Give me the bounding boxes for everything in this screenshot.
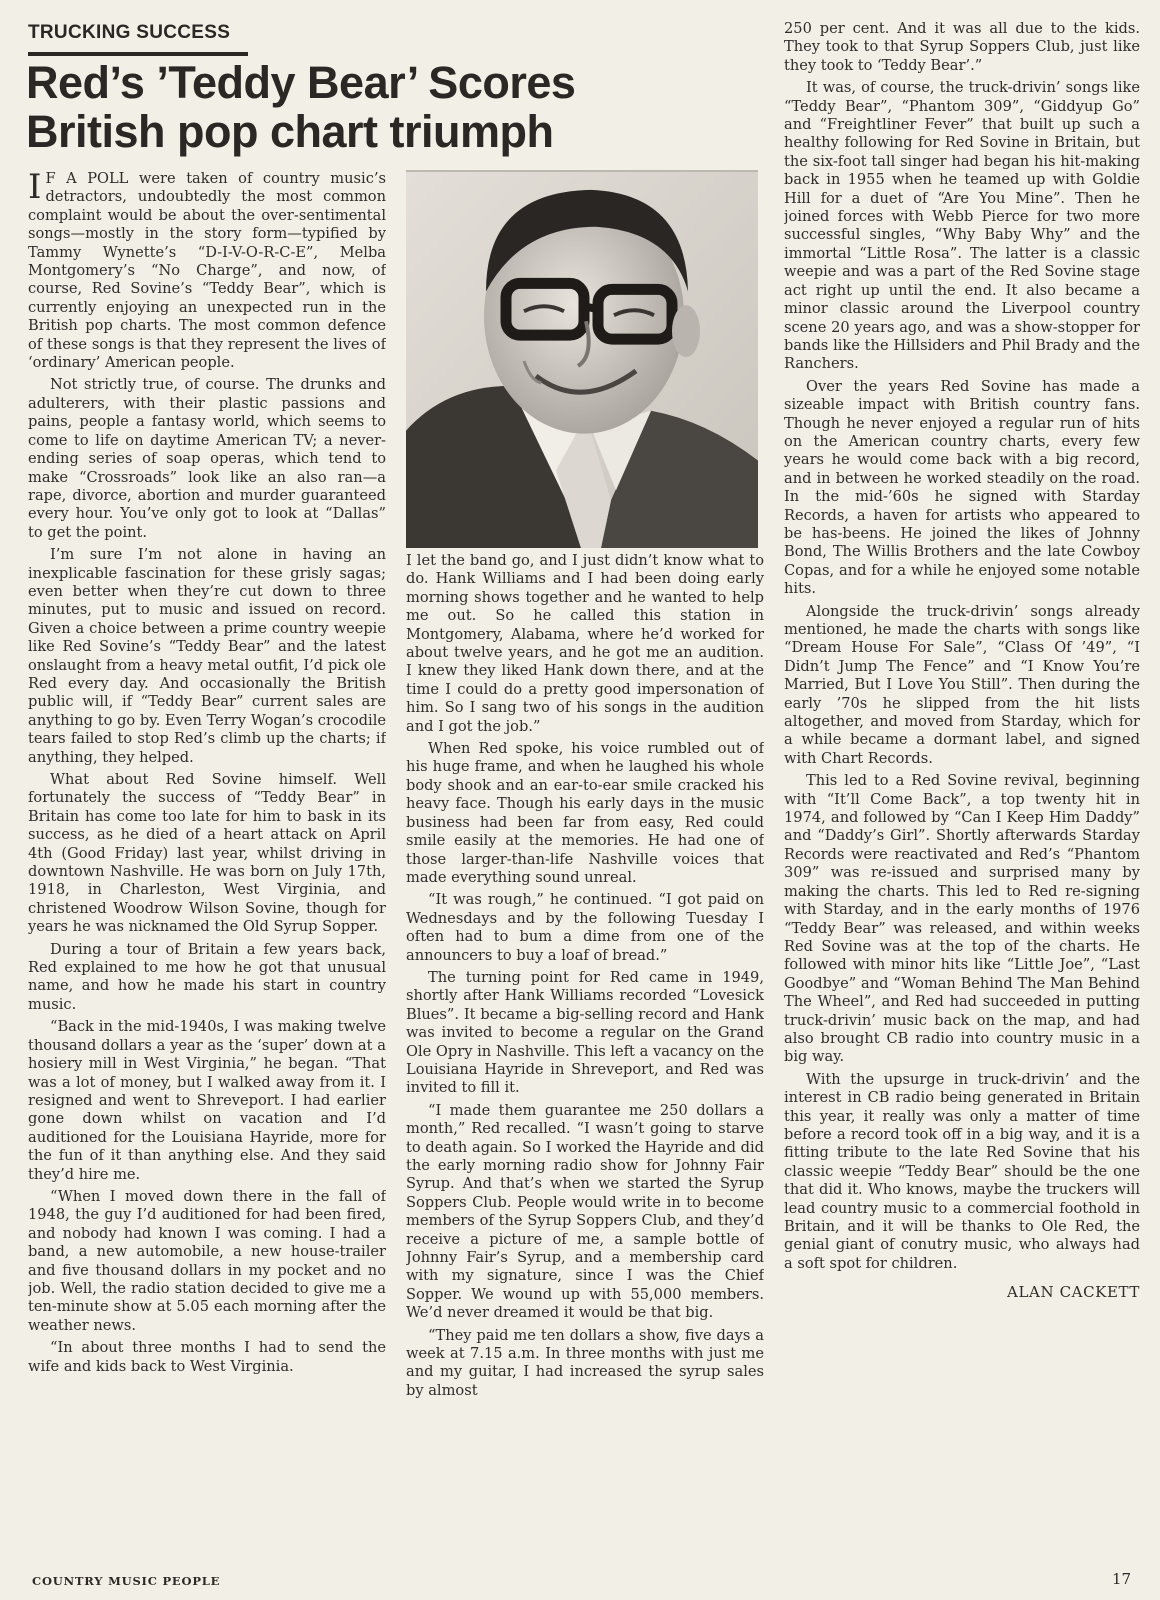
- paragraph: Over the years Red Sovine has made a sizeable impact with British country fans. Though he never enjoyed a regular run of hits on the American country charts, every few years he would come back with a big record, and in between he worked steadily on the road. In the mid-’60s he signed with Starday Records, a haven for artists who appeared to be has-beens. He joined the likes of Johnny Bond, The Willis Brothers and the late Cowboy Copas, and for a while he enjoyed some notable hits.: [784, 377, 1140, 598]
- paragraph: The turning point for Red came in 1949, shortly after Hank Williams recorded “Lovesick Blues”. It became a big-selling record and Hank was invited to become a regular on the Grand Ole Opry in Nashville. This left a vacancy on the Louisiana Hayride in Shreveport, and Red was invited to fill it.: [406, 968, 764, 1097]
- paragraph: I’m sure I’m not alone in having an inexplicable fascination for these grisly sagas; even better when they’re cut down to three minutes, put to music and issued on record. Given a choice between a prime country weepie like Red Sovine’s “Teddy Bear” and the latest onslaught from a heavy metal outfit, I’d pick ole Red every day. And occasionally the British public will, if “Teddy Bear” current sales are anything to go by. Even Terry Wogan’s crocodile tears failed to stop Red’s climb up the charts; if anything, they helped.: [28, 546, 386, 766]
- headline-line-2: British pop chart triumph: [26, 106, 554, 157]
- paragraph: Not strictly true, of course. The drunks and adulterers, with their plastic passions and pains, people a fantasy world, which seems to come to life on daytime American TV; a never-ending series of soap operas, which tend to make “Crossroads” look like an also ran—a rape, divorce, abortion and murder guaranteed every hour. You’ve only got to look at “Dallas” to get the point.: [28, 376, 386, 541]
- paragraph: Alongside the truck-drivin’ songs already mentioned, he made the charts with songs like “Dream House For Sale”, “Class Of ’49”, “I Didn’t Jump The Fence” and “I Know You’re Married, But I Love You Still”. Then during the early ’70s he slipped from the hit lists altogether, and moved from Starday, which for a while became a dormant label, and signed with Chart Records.: [784, 602, 1140, 767]
- paragraph: “They paid me ten dollars a show, five days a week at 7.15 a.m. In three months with just me and my guitar, I had increased the syrup sales by almost: [406, 1326, 764, 1399]
- paragraph: 250 per cent. And it was all due to the kids. They took to that Syrup Soppers Club, just like they took to ‘Teddy Bear’.”: [784, 20, 1140, 74]
- paragraph: What about Red Sovine himself. Well fortunately the success of “Teddy Bear” in Britain has come too late for him to bask in its success, as he died of a heart attack on April 4th (Good Friday) last year, whilst driving in downtown Nashville. He was born on July 17th, 1918, in Charleston, West Virginia, and christened Woodrow Wilson Sovine, though for years he was nicknamed the Old Syrup Sopper.: [28, 771, 386, 936]
- paragraph-text: F A POLL were taken of country music’s detractors, undoubtedly the most common complaint would be about the over-sentimental songs—mostly in the story form—typified by Tammy Wynette’s “D-I-V-O-R-C-E”, Melba Montgomery’s “No Charge”, and now, of course, Red Sovine’s “Teddy Bear”, which is currently enjoying an unexpected run in the British pop charts. The most common defence of these songs is that they represent the lives of ‘ordinary’ American people.: [28, 170, 386, 372]
- article-column-2: [406, 552, 764, 1552]
- article-column-3: [784, 20, 1140, 1550]
- portrait-illustration: [406, 172, 758, 548]
- paragraph: “I made them guarantee me 250 dollars a month,” Red recalled. “I wasn’t going to starve to death again. So I worked the Hayride and did the early morning radio show for Johnny Fair Syrup. And that’s when we started the Syrup Soppers Club. People would write in to become members of the Syrup Soppers Club, and they’d receive a picture of me, a sample bottle of Johnny Fair’s Syrup, and a membership card with my signature, since I was the Chief Sopper. We wound up with 55,000 members. We’d never dreamed it would be that big.: [406, 1101, 764, 1322]
- drop-cap: I: [28, 170, 42, 207]
- paragraph: “In about three months I had to send the wife and kids back to West Virginia.: [28, 1339, 386, 1375]
- page-number: 17: [1112, 1570, 1132, 1588]
- article-column-1: [28, 170, 386, 1550]
- paragraph: When Red spoke, his voice rumbled out of his huge frame, and when he laughed his whole body shook and an ear-to-ear smile cracked his heavy face. Though his early days in the music business had been far from easy, Red could smile easily at the memories. He had one of those larger-than-life Nashville voices that made everything sound unreal.: [406, 740, 764, 886]
- publication-name: COUNTRY MUSIC PEOPLE: [32, 1574, 221, 1588]
- paragraph: I let the band go, and I just didn’t know what to do. Hank Williams and I had been doing early morning shows together and he wanted to help me out. So he called this station in Montgomery, Alabama, where he’d worked for about twelve years, and he got me an audition. I knew they liked Hank down there, and at the time I could do a pretty good impersonation of him. So I sang two of his songs in the audition and I got the job.”: [406, 552, 764, 735]
- author-byline: ALAN CACKETT: [1007, 1283, 1140, 1302]
- paragraph: With the upsurge in truck-drivin’ and the interest in CB radio being generated in Britain this year, it really was only a matter of time before a record took off in a big way, and it is a fitting tribute to the late Red Sovine that his classic weepie “Teddy Bear” should be the one that did it. Who knows, maybe the truckers will lead country music to a commercial foothold in Britain, and it will be thanks to Ole Red, the genial giant of conutry music, who always had a soft spot for children.: [784, 1070, 1140, 1272]
- paragraph: During a tour of Britain a few years back, Red explained to me how he got that unusual name, and how he made his start in country music.: [28, 940, 386, 1013]
- paragraph: [28, 170, 386, 372]
- paragraph: “Back in the mid-1940s, I was making twelve thousand dollars a year as the ‘super’ down at a hosiery mill in West Virginia,” he began. “That was a lot of money, but I walked away from it. I resigned and went to Shreveport. I had earlier gone down whilst on vacation and I’d auditioned for the Louisiana Hayride, more for the fun of it than anything else. And they said they’d hire me.: [28, 1018, 386, 1183]
- portrait-photo: [406, 170, 758, 548]
- headline-line-1: Red’s ’Teddy Bear’ Scores: [26, 57, 576, 108]
- paragraph: This led to a Red Sovine revival, beginning with “It’ll Come Back”, a top twenty hit in 1974, and followed by “Can I Keep Him Daddy” and “Daddy’s Girl”. Shortly afterwards Starday Records were reactivated and Red’s “Phantom 309” was re-issued and surprised many by making the charts. This led to Red re-signing with Starday, and in the early months of 1976 “Teddy Bear” was released, and within weeks Red Sovine was at the top of the charts. He followed with minor hits like “Little Joe”, “Last Goodbye” and “Woman Behind The Man Behind The Wheel”, and Red had succeeded in putting truck-drivin’ music back on the map, and had also brought CB radio into country music in a big way.: [784, 772, 1140, 1066]
- headline: [26, 58, 706, 156]
- paragraph: “It was rough,” he continued. “I got paid on Wednesdays and by the following Tuesday I often had to bum a dime from one of the announcers to buy a loaf of bread.”: [406, 891, 764, 964]
- section-kicker: TRUCKING SUCCESS: [28, 22, 248, 56]
- paragraph: It was, of course, the truck-drivin’ songs like “Teddy Bear”, “Phantom 309”, “Giddyup Go” and “Freightliner Fever” that built up such a healthy following for Red Sovine in Britain, but the six-foot tall singer had began his hit-making back in 1955 when he teamed up with Goldie Hill for a duet of “Are You Mine”. Then he joined forces with Webb Pierce for two more successful singles, “Why Baby Why” and the immortal “Little Rosa”. The latter is a classic weepie and was a part of the Red Sovine stage act right up until the end. It also became a minor classic around the Liverpool country scene 20 years ago, and was a show-stopper for bands like the Hillsiders and Phil Brady and the Ranchers.: [784, 79, 1140, 373]
- paragraph: “When I moved down there in the fall of 1948, the guy I’d auditioned for had been fired, and nobody had known I was coming. I had a band, a new automobile, a new house-trailer and five thousand dollars in my pocket and no job. Well, the radio station decided to give me a ten-minute show at 5.05 each morning after the weather news.: [28, 1187, 386, 1334]
